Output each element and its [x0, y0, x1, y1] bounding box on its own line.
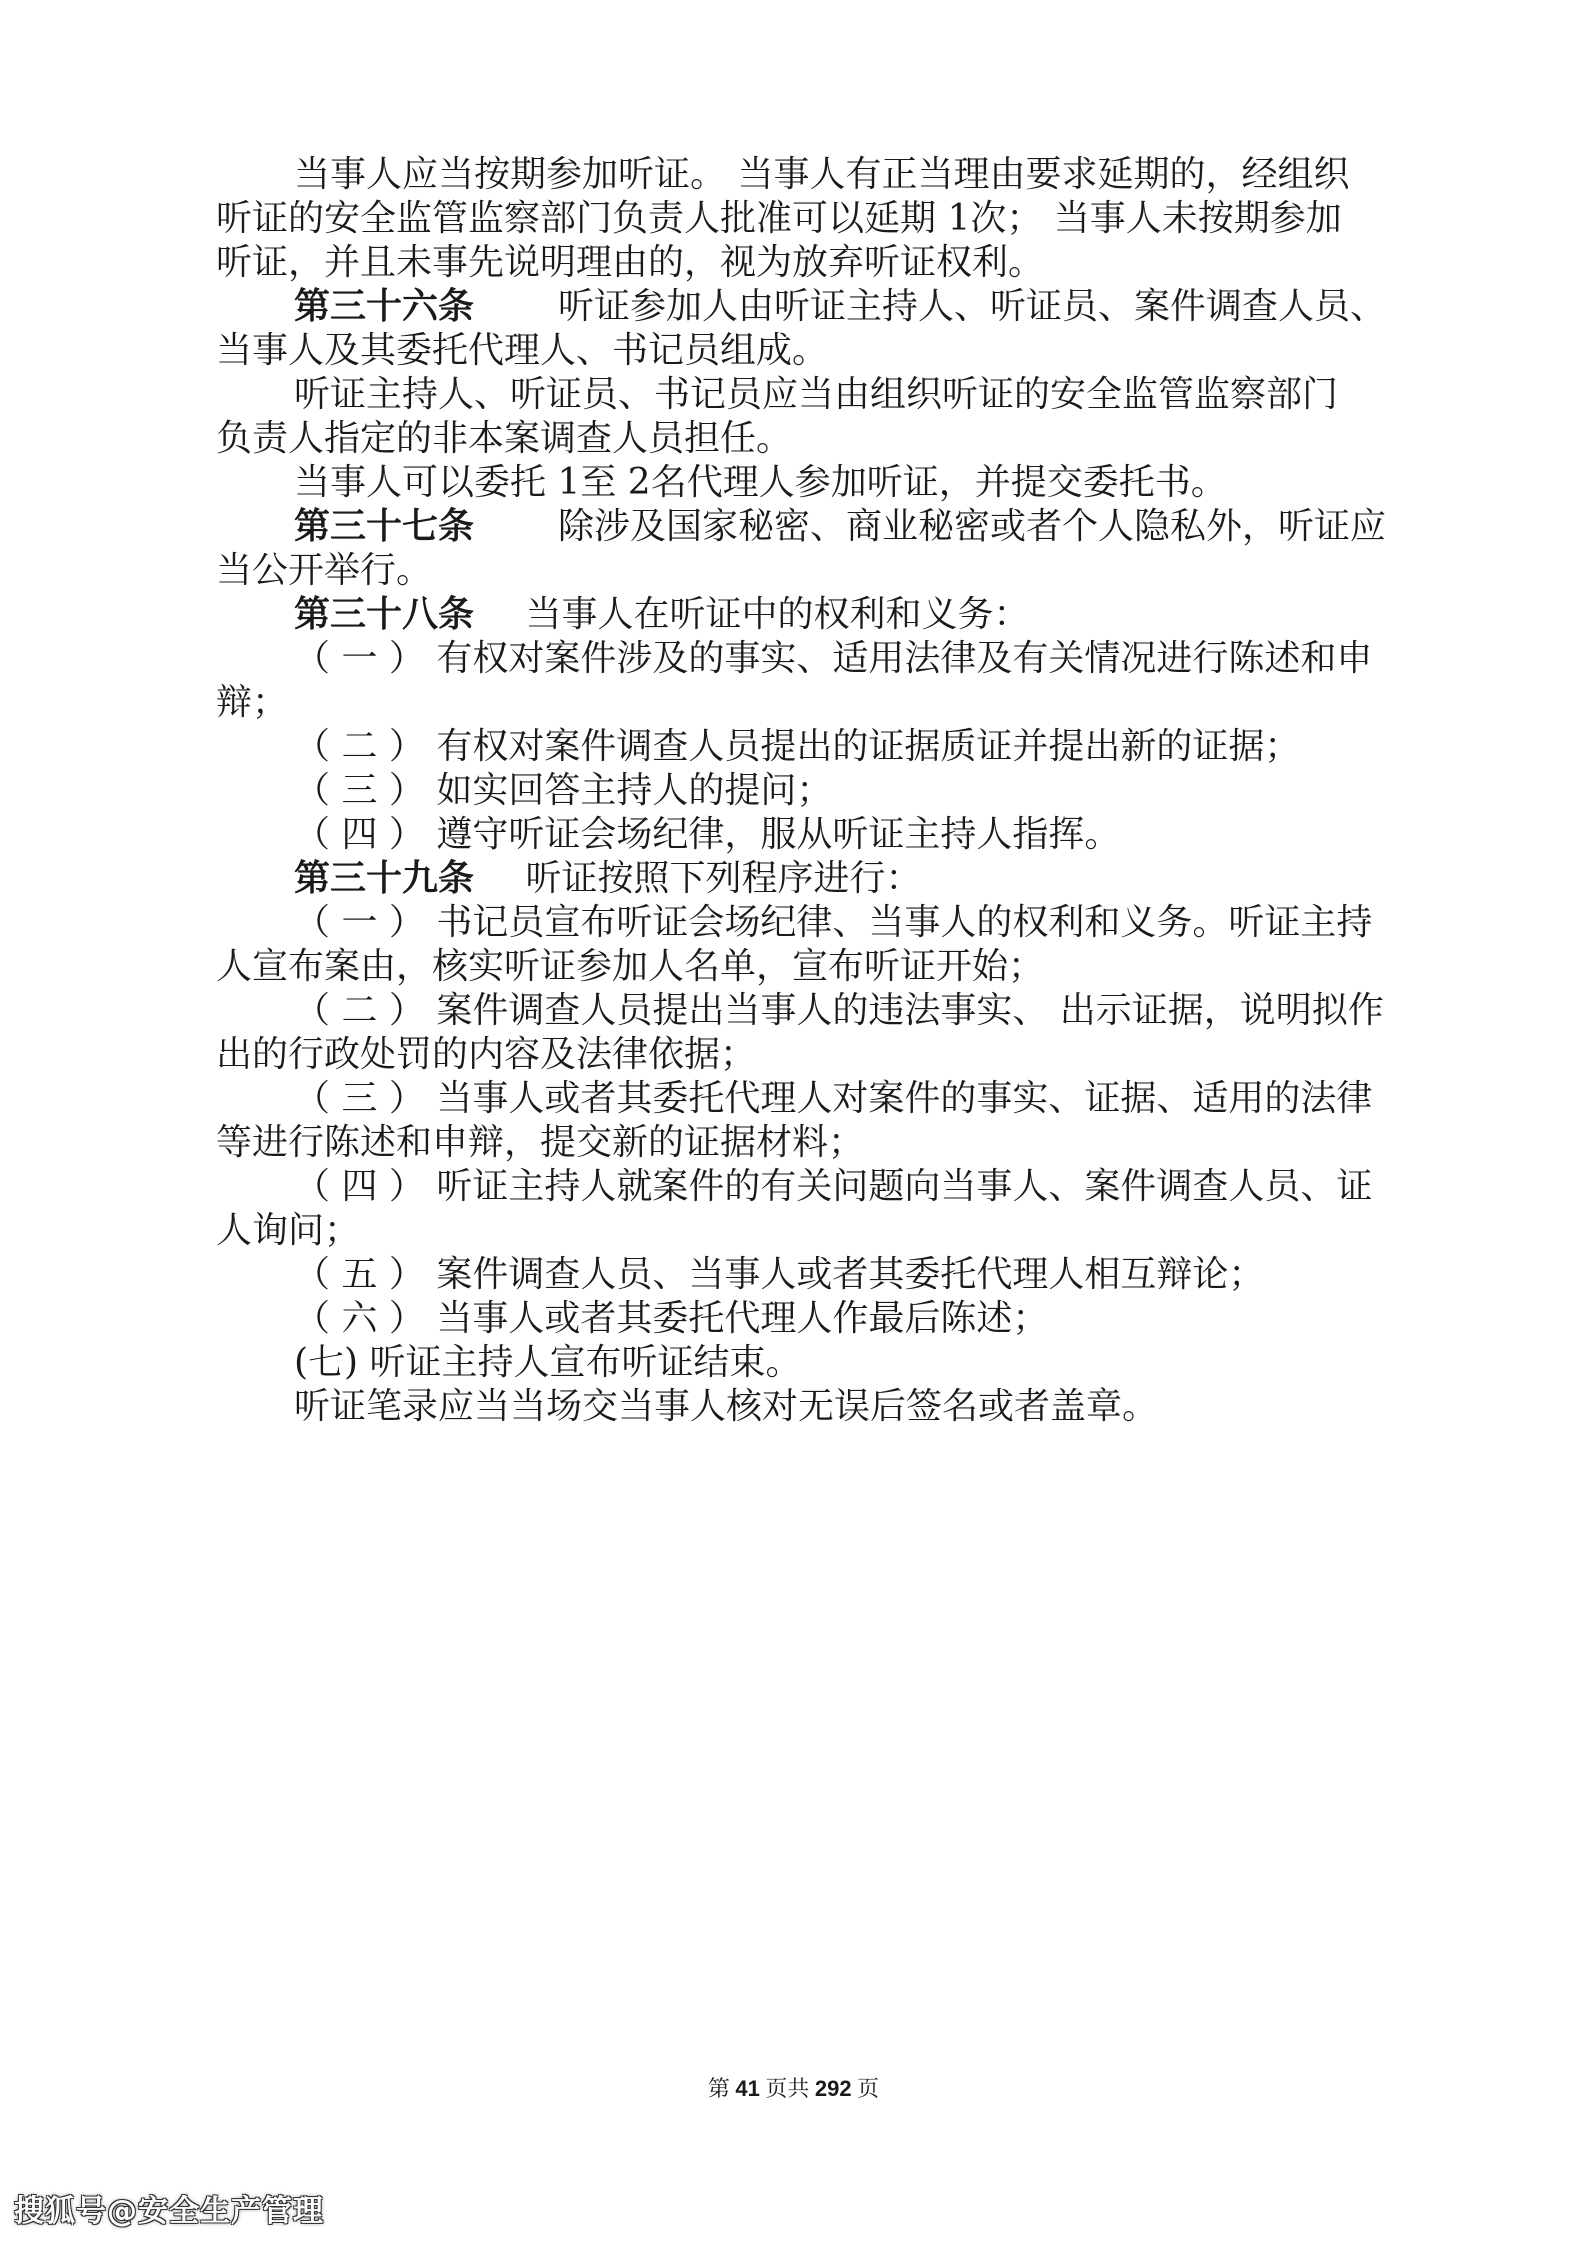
line-text: 听证，并且未事先说明理由的，视为放弃听证权利。 — [216, 242, 1045, 283]
line-text: 当公开举行。 — [216, 550, 433, 591]
text-line — [294, 1385, 1158, 1429]
article-heading: 第三十八条 — [294, 594, 475, 635]
text-line — [294, 989, 1386, 1033]
line-text: 出的行政处罚的内容及法律依据； — [216, 1034, 757, 1075]
text-line — [294, 1341, 802, 1385]
text-line — [216, 197, 1386, 241]
line-text: 除涉及国家秘密、商业秘密或者个人隐私外，听证应 — [557, 506, 1386, 547]
article-heading: 第三十七条 — [294, 506, 475, 547]
page-footer — [0, 2072, 1587, 2103]
article-36-line — [294, 285, 1386, 329]
line-text: 听证参加人由听证主持人、听证员、案件调查人员、 — [557, 286, 1386, 327]
line-text: 听证按照下列程序进行： — [525, 858, 922, 899]
total-pages: 292 — [814, 2076, 852, 2101]
text-line — [216, 549, 432, 593]
text-line — [216, 241, 1044, 285]
line-text: 当事人应当按期参加听证。 当事人有正当理由要求延期的，经组织 — [294, 154, 1350, 195]
line-text: （ 一 ） 有权对案件涉及的事实、适用法律及有关情况进行陈述和申 — [294, 638, 1373, 679]
text-line — [216, 681, 288, 725]
text-line — [216, 329, 828, 373]
line-text: （ 四 ） 听证主持人就案件的有关问题向当事人、案件调查人员、证 — [294, 1166, 1373, 1207]
line-text: 听证笔录应当当场交当事人核对无误后签名或者盖章。 — [294, 1386, 1159, 1427]
line-text: 人询问； — [216, 1210, 361, 1251]
article-heading: 第三十九条 — [294, 858, 475, 899]
text-line — [216, 1033, 756, 1077]
page-number: 41 — [735, 2076, 760, 2101]
watermark: 搜狐号@安全生产管理 — [14, 2194, 324, 2229]
text-line — [294, 769, 832, 813]
line-text: 负责人指定的非本案调查人员担任。 — [216, 418, 793, 459]
footer-prefix: 第 — [707, 2076, 730, 2101]
article-38-line — [294, 593, 1029, 637]
text-line — [294, 813, 1120, 857]
text-line — [216, 1209, 360, 1253]
line-text: （ 三 ） 如实回答主持人的提问； — [294, 770, 833, 811]
line-text: （ 六 ） 当事人或者其委托代理人作最后陈述； — [294, 1298, 1049, 1339]
text-line — [294, 1253, 1264, 1297]
footer-middle: 页共 — [765, 2076, 810, 2101]
text-line — [294, 901, 1386, 945]
line-text: 当事人及其委托代理人、书记员组成。 — [216, 330, 829, 371]
line-text: 听证的安全监管监察部门负责人批准可以延期 1次； 当事人未按期参加 — [216, 198, 1342, 239]
text-line — [216, 417, 792, 461]
text-line — [216, 1121, 864, 1165]
article-heading: 第三十六条 — [294, 286, 475, 327]
line-text: （ 一 ） 书记员宣布听证会场纪律、当事人的权利和义务。听证主持 — [294, 902, 1373, 943]
text-line — [294, 1077, 1386, 1121]
article-39-line — [294, 857, 921, 901]
line-text: （ 五 ） 案件调查人员、当事人或者其委托代理人相互辩论； — [294, 1254, 1265, 1295]
text-line — [294, 153, 1386, 197]
article-37-line — [294, 505, 1386, 549]
text-line — [294, 373, 1386, 417]
line-text: 辩； — [216, 682, 289, 723]
footer-suffix: 页 — [857, 2076, 880, 2101]
line-text: 等进行陈述和申辩，提交新的证据材料； — [216, 1122, 865, 1163]
line-text: 当事人可以委托 1至 2名代理人参加听证，并提交委托书。 — [294, 462, 1227, 503]
line-text: （ 二 ） 有权对案件调查人员提出的证据质证并提出新的证据； — [294, 726, 1301, 767]
text-line — [216, 945, 1044, 989]
text-line — [294, 461, 1227, 505]
text-line — [294, 725, 1300, 769]
line-text: 当事人在听证中的权利和义务： — [525, 594, 1030, 635]
line-text: （ 二 ） 案件调查人员提出当事人的违法事实、 出示证据，说明拟作 — [294, 990, 1384, 1031]
text-line — [294, 1165, 1386, 1209]
line-text: 听证主持人、听证员、书记员应当由组织听证的安全监管监察部门 — [294, 374, 1339, 415]
line-text: 人宣布案由，核实听证参加人名单，宣布听证开始； — [216, 946, 1045, 987]
text-line — [294, 637, 1386, 681]
line-text: （ 三 ） 当事人或者其委托代理人对案件的事实、证据、适用的法律 — [294, 1078, 1373, 1119]
text-line — [294, 1297, 1048, 1341]
line-text: （ 四 ） 遵守听证会场纪律，服从听证主持人指挥。 — [294, 814, 1121, 855]
line-text: (七) 听证主持人宣布听证结束。 — [294, 1342, 802, 1383]
